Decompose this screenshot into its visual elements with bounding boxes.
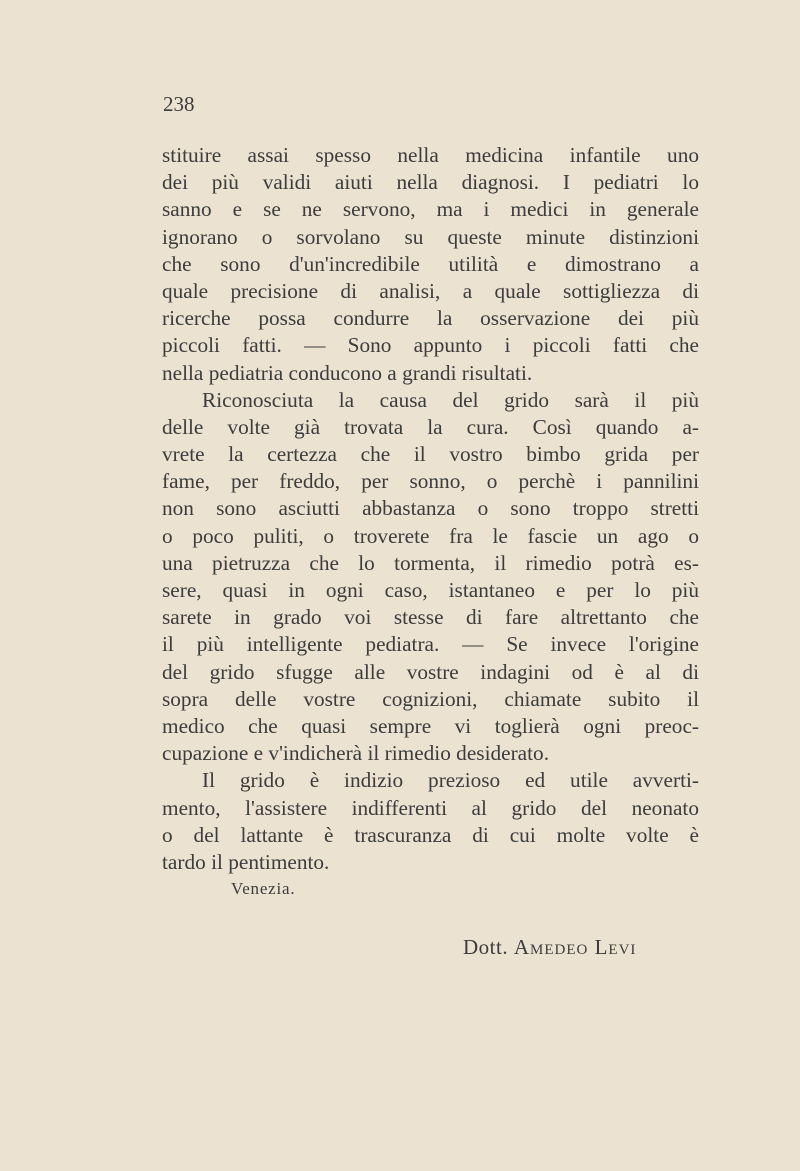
text-line: sopra delle vostre cognizioni, chiamate subito il [162,686,699,711]
text-line: una pietruzza che lo tormenta, il rimedio potrà es- [162,550,699,575]
text-line: non sono asciutti abbastanza o sono troppo stretti [162,496,699,521]
text-line: Riconosciuta la causa del grido sarà il più [202,387,699,412]
text-line: ignorano o sorvolano su queste minute distinzioni [162,224,699,249]
page-number: 238 [163,92,195,116]
text-line: sarete in grado voi stesse di fare altrettanto che [162,605,699,630]
signature-name: Amedeo Levi [513,935,637,959]
text-line: che sono d'un'incredibile utilità e dimostrano a [162,251,699,276]
text-line: nella pediatria conducono a grandi risultati. [162,360,533,385]
text-line: piccoli fatti. — Sono appunto i piccoli fatti che [162,333,699,358]
place-line: Venezia. [231,879,296,898]
text-line: medico che quasi sempre vi toglierà ogni preoc- [162,713,699,738]
text-line: o poco puliti, o troverete fra le fascie un ago o [162,523,699,548]
text-line: cupazione e v'indicherà il rimedio desiderato. [162,741,550,766]
text-line: sanno e se ne servono, ma i medici in generale [162,197,699,222]
text-line: dei più validi aiuti nella diagnosi. I pediatri lo [162,170,699,195]
text-line: Il grido è indizio prezioso ed utile avverti- [202,768,699,793]
text-line: mento, l'assistere indifferenti al grido del neonato [162,795,699,820]
text-line: vrete la certezza che il vostro bimbo grida per [162,442,699,467]
signature [463,935,636,960]
text-line: stituire assai spesso nella medicina infantile uno [162,143,699,167]
text-line: fame, per freddo, per sonno, o perchè i pannilini [162,469,699,494]
text-line: o del lattante è trascuranza di cui molte volte è [162,822,699,847]
text-line: ricerche possa condurre la osservazione dei più [162,306,699,331]
text-line: il più intelligente pediatra. — Se invece l'origine [162,632,699,657]
text-line: sere, quasi in ogni caso, istantaneo e per lo più [162,578,699,602]
text-line: delle volte già trovata la cura. Così quando a- [162,414,699,439]
text-line: tardo il pentimento. [162,849,330,874]
signature-title: Dott. [463,935,509,959]
text-line: del grido sfugge alle vostre indagini od è al di [162,659,699,684]
text-line: quale precisione di analisi, a quale sottigliezza di [162,278,699,303]
body-text [162,142,699,876]
